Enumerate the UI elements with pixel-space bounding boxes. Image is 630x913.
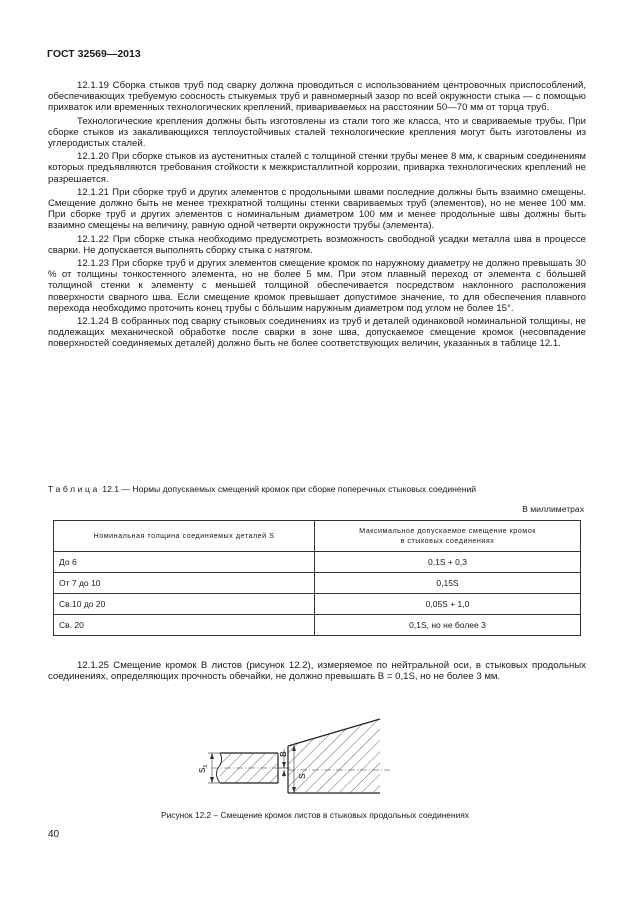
table-caption-text: 12.1 — Нормы допускаемых смещений кромок при сборке поперечных стыковых соединений bbox=[99, 484, 477, 494]
paragraph-fixtures: Технологические крепления должны быть изготовлены из стали того же класса, что и свариваемые трубы. При сборке стыков из закаливающихся теплоустойчивых сталей технологические крепления могут быть изготовлены из углеродистых сталей. bbox=[48, 115, 586, 150]
table-header-row bbox=[54, 521, 581, 552]
table-row bbox=[54, 615, 581, 636]
right-plate bbox=[288, 719, 380, 793]
row-offset: 0,15S bbox=[315, 573, 581, 594]
row-thickness: От 7 до 10 bbox=[54, 573, 315, 594]
header-thickness: Номинальная толщина соединяемых деталей S bbox=[54, 521, 315, 552]
row-offset: 0,1S + 0,3 bbox=[315, 552, 581, 573]
table-row bbox=[54, 552, 581, 573]
paragraph-12-1-23: 12.1.23 При сборке труб и других элементов смещение кромок по наружному диаметру не должно превышать 30 % от толщины тонкостенного элемента, но не более 5 мм. При этом плавный переход от элемента с бóльшей толщиной стенки к элементу с меньшей толщиной обеспечивается посредством наклонного расположения поверхности сварного шва. Если смещение кромок превышает допустимое значение, то для обеспечения плавного перехода необходимо проточить конец трубы с бóльшим наружным диаметром под углом не более 15°. bbox=[48, 258, 586, 314]
row-thickness: Св. 20 bbox=[54, 615, 315, 636]
table-row bbox=[54, 573, 581, 594]
paragraph-12-1-25: 12.1.25 Смещение кромок B листов (рисунок 12.2), измеряемое по нейтральной оси, в стыковых продольных соединениях, определяющих прочность обечайки, не должно превышать B = 0,1S, но не более 3 мм. bbox=[48, 660, 586, 683]
figure-caption: Рисунок 12.2 – Смещение кромок листов в стыковых продольных соединениях bbox=[161, 810, 469, 820]
document-header: ГОСТ 32569—2013 bbox=[47, 48, 141, 60]
row-thickness: До 6 bbox=[54, 552, 315, 573]
paragraph-12-1-19: 12.1.19 Сборка стыков труб под сварку должна проводиться с использованием центровочных приспособлений, обеспечивающих требуемую соосность стыкуемых труб и равномерный зазор по всей окружности стыка — с помощью прихваток или временных технологических креплений, привариваемых на расстоянии 50—70 мм от торца труб. bbox=[48, 80, 586, 114]
paragraph-12-1-22: 12.1.22 При сборке стыка необходимо предусмотреть возможность свободной усадки металла шва в процессе сварки. Не допускается выполнять сборку стыка с натягом. bbox=[48, 233, 586, 256]
label-b: B bbox=[278, 751, 288, 757]
row-thickness: Св.10 до 20 bbox=[54, 594, 315, 615]
header-offset-line2: в стыковых соединениях bbox=[400, 536, 495, 545]
table-caption-word: Таблица bbox=[48, 484, 100, 494]
paragraph-12-1-20: 12.1.20 При сборке стыков из аустенитных сталей с толщиной стенки трубы менее 8 мм, к сварным соединениям которых предъявляются требования стойкости к межкристаллитной коррозии, приварка технологических креплений не разрешается. bbox=[48, 151, 586, 185]
table-caption bbox=[48, 484, 476, 494]
offset-table bbox=[53, 520, 581, 636]
row-offset: 0,05S + 1,0 bbox=[315, 594, 581, 615]
page-number: 40 bbox=[48, 829, 60, 840]
header-offset bbox=[315, 521, 581, 552]
paragraph-12-1-24: 12.1.24 В собранных под сварку стыковых соединениях из труб и деталей одинаковой номинальной толщины, не подлежащих механической обработке после сварки в зоне шва, допускаемое смещение кромок (несовпадение поверхностей соединяемых деталей) должно быть не более соответствующих величин, указанных в таблице 12.1. bbox=[48, 316, 586, 350]
table-unit: В миллиметрах bbox=[522, 504, 584, 514]
row-offset: 0,1S, но не более 3 bbox=[315, 615, 581, 636]
paragraph-12-1-21: 12.1.21 При сборке труб и других элементов с продольными швами последние должны быть взаимно смещены. Смещение должно быть не менее трехкратной толщины стенки свариваемых труб (элементов), но не менее 100 мм. При сборке труб и других элементов с номинальным диаметром 100 мм и менее продольные швы должны быть взаимно смещены на величину, равную одной четверти окружности трубы (элемента). bbox=[48, 186, 586, 232]
label-s: S bbox=[297, 773, 307, 779]
table-row bbox=[54, 594, 581, 615]
header-offset-line1: Максимальное допускаемое смещение кромок bbox=[359, 526, 536, 535]
paragraph-12-1-25-block bbox=[48, 660, 586, 682]
edge-offset-figure bbox=[190, 715, 430, 805]
label-s1: $S_1$ bbox=[198, 764, 209, 773]
body-text bbox=[48, 80, 586, 352]
